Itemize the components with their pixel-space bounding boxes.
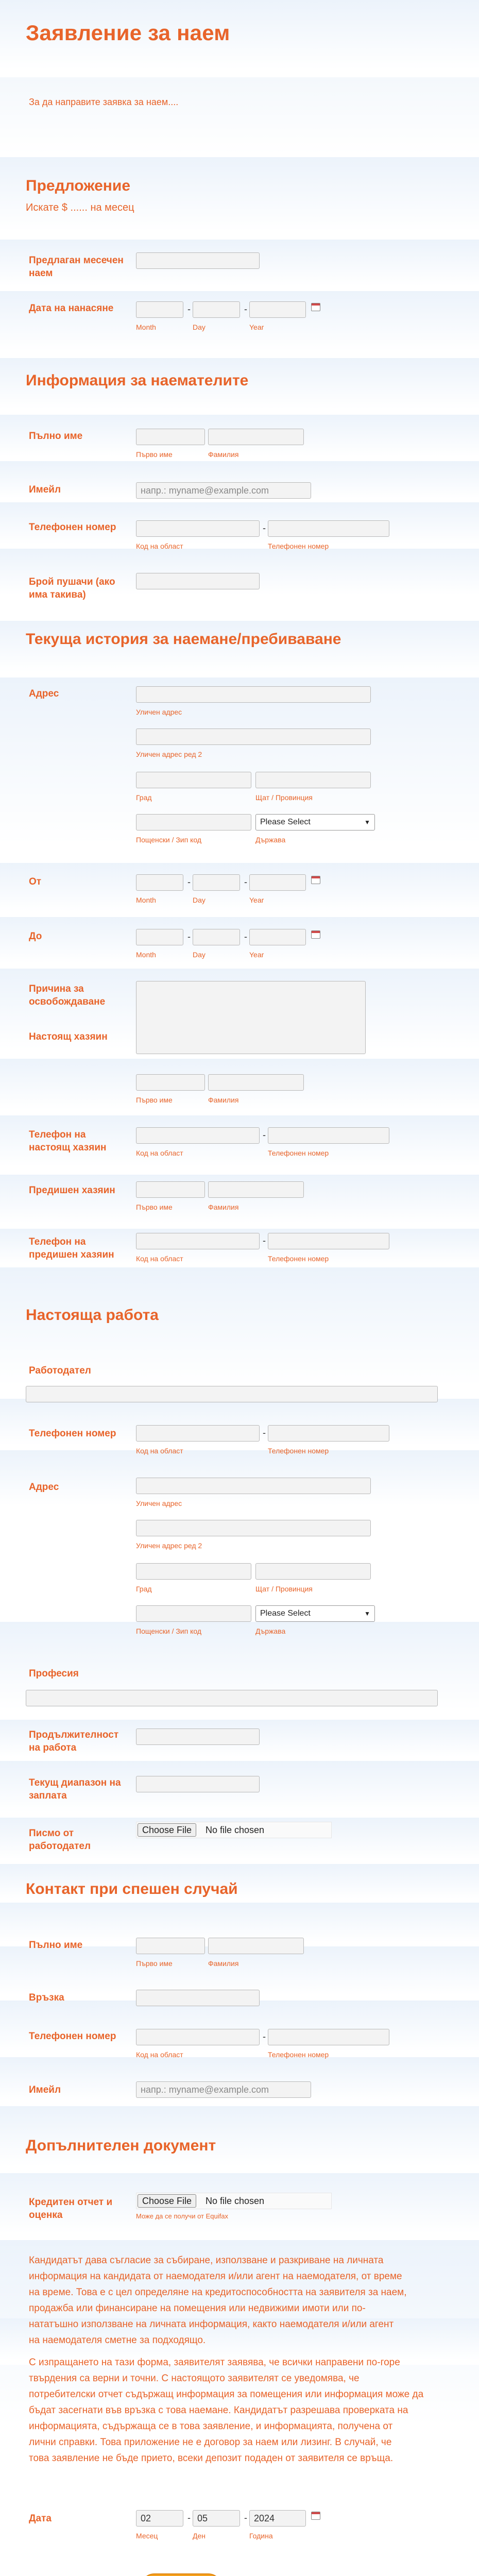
emergency-first-name[interactable] — [136, 1938, 205, 1954]
chevron-down-icon: ▼ — [364, 819, 370, 826]
current-landlord-last[interactable] — [208, 1074, 304, 1091]
employer-city[interactable] — [136, 1563, 251, 1580]
phone-separator: - — [263, 1235, 266, 1246]
consent-line: продажба или финансиране на помещения или недвижими имоти или по- — [29, 2303, 366, 2314]
day-sublabel: Day — [193, 323, 206, 331]
tenant-email-input[interactable]: напр.: myname@example.com — [136, 482, 311, 499]
phone-number-sublabel: Телефонен номер — [268, 1447, 329, 1455]
tenant-email-label: Имейл — [29, 484, 61, 495]
year-sublabel: Year — [249, 896, 264, 904]
current-landlord-first[interactable] — [136, 1074, 205, 1091]
first-name-sublabel: Първо име — [136, 1959, 173, 1968]
move-in-label: Дата на нанасяне — [29, 303, 114, 314]
area-code-sublabel: Код на област — [136, 542, 183, 550]
current-landlord-label: Настоящ хазяин — [29, 1031, 108, 1042]
tenant-area-code[interactable] — [136, 520, 260, 537]
rent-label: Предлаган месечен наем — [29, 255, 124, 279]
calendar-icon[interactable] — [311, 876, 320, 884]
smokers-label: Брой пушачи (ако има такива) — [29, 577, 115, 600]
tenant-phone-label: Телефонен номер — [29, 522, 116, 533]
current-landlord-area-code[interactable] — [136, 1127, 260, 1144]
last-name-sublabel: Фамилия — [208, 1203, 239, 1211]
city-sublabel: Град — [136, 1585, 152, 1593]
phone-number-sublabel: Телефонен номер — [268, 1149, 329, 1157]
last-name-sublabel: Фамилия — [208, 450, 239, 459]
street2-sublabel: Уличен адрес ред 2 — [136, 1541, 202, 1550]
submit-button[interactable] — [140, 2573, 223, 2576]
prev-landlord-area-code[interactable] — [136, 1233, 260, 1249]
history-address-label: Адрес — [29, 688, 59, 699]
emergency-phone-label: Телефонен номер — [29, 2031, 116, 2042]
emergency-email-label: Имейл — [29, 2084, 61, 2095]
consent-line: бъдат засегнати във връзка с това наемане. Кандидатът разрешава проверката на — [29, 2405, 408, 2416]
page-subtitle: За да направите заявка за наем.... — [29, 97, 179, 107]
phone-separator: - — [263, 523, 266, 533]
employer-address-label: Адрес — [29, 1482, 59, 1493]
tenants-heading: Информация за наемателите — [26, 372, 249, 389]
phone-separator: - — [263, 1130, 266, 1140]
letter-label: Писмо от работодател — [29, 1828, 91, 1852]
month-sublabel: Month — [136, 951, 156, 959]
date-separator: - — [187, 304, 191, 314]
month-sublabel: Month — [136, 896, 156, 904]
move-in-month[interactable] — [136, 301, 183, 318]
rent-input[interactable] — [136, 252, 260, 269]
month-sublabel: Месец — [136, 2532, 158, 2540]
no-file-text: No file chosen — [206, 2196, 265, 2206]
letter-file-input[interactable] — [136, 1822, 332, 1838]
tenant-first-name[interactable] — [136, 429, 205, 445]
consent-line: информацията, съдържаща се в това заявление, и информацията, получена от — [29, 2421, 393, 2432]
choose-file-button[interactable]: Choose File — [138, 1823, 196, 1837]
history-country-select[interactable] — [255, 814, 375, 831]
profession-label: Професия — [29, 1668, 79, 1679]
employer-street2[interactable] — [136, 1520, 371, 1536]
tenant-last-name[interactable] — [208, 429, 304, 445]
employer-zip[interactable] — [136, 1605, 251, 1622]
day-sublabel: Day — [193, 896, 206, 904]
credit-file-input[interactable] — [136, 2193, 332, 2209]
employer-phone-label: Телефонен номер — [29, 1428, 116, 1439]
profession-input[interactable] — [26, 1690, 438, 1706]
street1-sublabel: Уличен адрес — [136, 708, 182, 716]
first-name-sublabel: Първо име — [136, 450, 173, 459]
employer-input[interactable] — [26, 1386, 438, 1402]
prev-landlord-last[interactable] — [208, 1181, 304, 1198]
date-separator: - — [244, 304, 247, 314]
employer-area-code[interactable] — [136, 1425, 260, 1442]
from-day[interactable] — [193, 874, 240, 891]
consent-paragraph-2 — [29, 2354, 479, 2466]
last-name-sublabel: Фамилия — [208, 1096, 239, 1104]
zip-sublabel: Пощенски / Зип код — [136, 836, 202, 844]
state-sublabel: Щат / Провинция — [255, 1585, 313, 1593]
phone-separator: - — [263, 2031, 266, 2042]
tenant-name-label: Пълно име — [29, 431, 83, 442]
area-code-sublabel: Код на област — [136, 1447, 183, 1455]
employment-heading: Настояща работа — [26, 1307, 159, 1324]
history-zip[interactable] — [136, 814, 251, 831]
sign-day[interactable]: 05 — [193, 2510, 240, 2527]
consent-line: на наемодателя сметне за подходящо. — [29, 2335, 206, 2346]
employer-country-select[interactable] — [255, 1605, 375, 1622]
prev-landlord-label: Предишен хазяин — [29, 1185, 115, 1196]
prev-landlord-first[interactable] — [136, 1181, 205, 1198]
move-in-year[interactable] — [249, 301, 306, 318]
sign-month[interactable]: 02 — [136, 2510, 183, 2527]
employer-label: Работодател — [29, 1365, 91, 1376]
date-separator: - — [187, 931, 191, 942]
year-sublabel: Year — [249, 951, 264, 959]
credit-label: Кредитен отчет и оценка — [29, 2197, 113, 2221]
history-street1[interactable] — [136, 686, 371, 703]
phone-separator: - — [263, 1428, 266, 1438]
consent-line: Кандидатът дава съгласие за събиране, използване и разкриване на личната — [29, 2255, 384, 2266]
prev-landlord-phone[interactable] — [268, 1233, 389, 1249]
month-sublabel: Month — [136, 323, 156, 331]
from-year[interactable] — [249, 874, 306, 891]
emergency-last-name[interactable] — [208, 1938, 304, 1954]
date-separator: - — [187, 877, 191, 887]
last-name-sublabel: Фамилия — [208, 1959, 239, 1968]
date-separator: - — [244, 931, 247, 942]
history-heading: Текуща история за наемане/пребиваване — [26, 631, 341, 648]
current-landlord-phone-label: Телефон на настоящ хазяин — [29, 1129, 107, 1153]
page-title: Заявление за наем — [26, 21, 230, 45]
consent-paragraph-1 — [29, 2252, 479, 2348]
chevron-down-icon: ▼ — [364, 1610, 370, 1617]
phone-number-sublabel: Телефонен номер — [268, 1255, 329, 1263]
area-code-sublabel: Код на област — [136, 1149, 183, 1157]
no-file-text: No file chosen — [206, 1825, 265, 1835]
emergency-heading: Контакт при спешен случай — [26, 1880, 238, 1897]
offer-heading: Предложение — [26, 177, 131, 194]
history-city[interactable] — [136, 772, 251, 788]
to-year[interactable] — [249, 929, 306, 945]
offer-text: Искате $ ...... на месец — [26, 202, 134, 213]
emergency-area-code[interactable] — [136, 2029, 260, 2045]
consent-line: твърдения са верни и точни. С настоящото заявителят се уведомява, че — [29, 2373, 360, 2384]
calendar-icon[interactable] — [311, 2512, 320, 2520]
relation-label: Връзка — [29, 1992, 64, 2003]
date-separator: - — [244, 2513, 247, 2523]
to-day[interactable] — [193, 929, 240, 945]
day-sublabel: Day — [193, 951, 206, 959]
date-separator: - — [244, 877, 247, 887]
employer-state[interactable] — [255, 1563, 371, 1580]
emergency-phone[interactable] — [268, 2029, 389, 2045]
to-label: До — [29, 931, 42, 942]
first-name-sublabel: Първо име — [136, 1096, 173, 1104]
salary-input[interactable] — [136, 1776, 260, 1792]
first-name-sublabel: Първо име — [136, 1203, 173, 1211]
year-sublabel: Year — [249, 323, 264, 331]
year-sublabel: Година — [249, 2532, 273, 2540]
street2-sublabel: Уличен адрес ред 2 — [136, 750, 202, 758]
emergency-email-input[interactable]: напр.: myname@example.com — [136, 2081, 311, 2098]
consent-line: С изпращането на тази форма, заявителят заявява, че всички направени по-горе — [29, 2357, 400, 2368]
calendar-icon[interactable] — [311, 930, 320, 939]
city-sublabel: Град — [136, 793, 152, 802]
prev-landlord-phone-label: Телефон на предишен хазяин — [29, 1236, 114, 1260]
phone-number-sublabel: Телефонен номер — [268, 542, 329, 550]
state-sublabel: Щат / Провинция — [255, 793, 313, 802]
to-month[interactable] — [136, 929, 183, 945]
select-value: Please Select — [260, 1609, 311, 1618]
sign-year[interactable]: 2024 — [249, 2510, 306, 2527]
reason-label: Причина за освобождаване — [29, 984, 106, 1007]
country-sublabel: Държава — [255, 836, 286, 844]
duration-label: Продължителност на работа — [29, 1730, 119, 1753]
employer-street1[interactable] — [136, 1478, 371, 1494]
relation-input[interactable] — [136, 1990, 260, 2006]
credit-hint: Може да се получи от Equifax — [136, 2212, 228, 2220]
emergency-name-label: Пълно име — [29, 1940, 83, 1951]
history-street2[interactable] — [136, 728, 371, 745]
extra-heading: Допълнителен документ — [26, 2137, 216, 2154]
tenant-phone-number[interactable] — [268, 520, 389, 537]
date-separator: - — [187, 2513, 191, 2523]
consent-line: на време. Това е с цел определяне на кредитоспособността на заявителя за наем, — [29, 2287, 407, 2298]
zip-sublabel: Пощенски / Зип код — [136, 1627, 202, 1635]
move-in-day[interactable] — [193, 301, 240, 318]
phone-number-sublabel: Телефонен номер — [268, 2050, 329, 2059]
day-sublabel: Ден — [193, 2532, 206, 2540]
consent-line: нататъшно използване на личната информация, както наемодателя и/или агент — [29, 2319, 394, 2330]
area-code-sublabel: Код на област — [136, 2050, 183, 2059]
consent-line: лични справки. Това приложение не е договор за наем или лизинг. В случай, че — [29, 2437, 392, 2448]
smokers-input[interactable] — [136, 573, 260, 589]
salary-label: Текущ диапазон на заплата — [29, 1777, 121, 1801]
employer-phone[interactable] — [268, 1425, 389, 1442]
sign-date-label: Дата — [29, 2513, 52, 2524]
reason-textarea[interactable] — [136, 981, 366, 1054]
consent-line: това заявление не бъде прието, всеки депозит подаден от заявителя се връща. — [29, 2453, 394, 2464]
current-landlord-phone[interactable] — [268, 1127, 389, 1144]
area-code-sublabel: Код на област — [136, 1255, 183, 1263]
from-month[interactable] — [136, 874, 183, 891]
from-label: От — [29, 876, 42, 887]
consent-line: информация на кандидата от наемодателя и/или агент на наемодателя, от време — [29, 2271, 402, 2282]
calendar-icon[interactable] — [311, 303, 320, 311]
history-state[interactable] — [255, 772, 371, 788]
country-sublabel: Държава — [255, 1627, 286, 1635]
consent-line: потребителски отчет съдържащ информация за помещения или информация може да — [29, 2389, 424, 2400]
choose-file-button[interactable]: Choose File — [138, 2194, 196, 2208]
duration-input[interactable] — [136, 1728, 260, 1745]
street1-sublabel: Уличен адрес — [136, 1499, 182, 1507]
select-value: Please Select — [260, 818, 311, 826]
